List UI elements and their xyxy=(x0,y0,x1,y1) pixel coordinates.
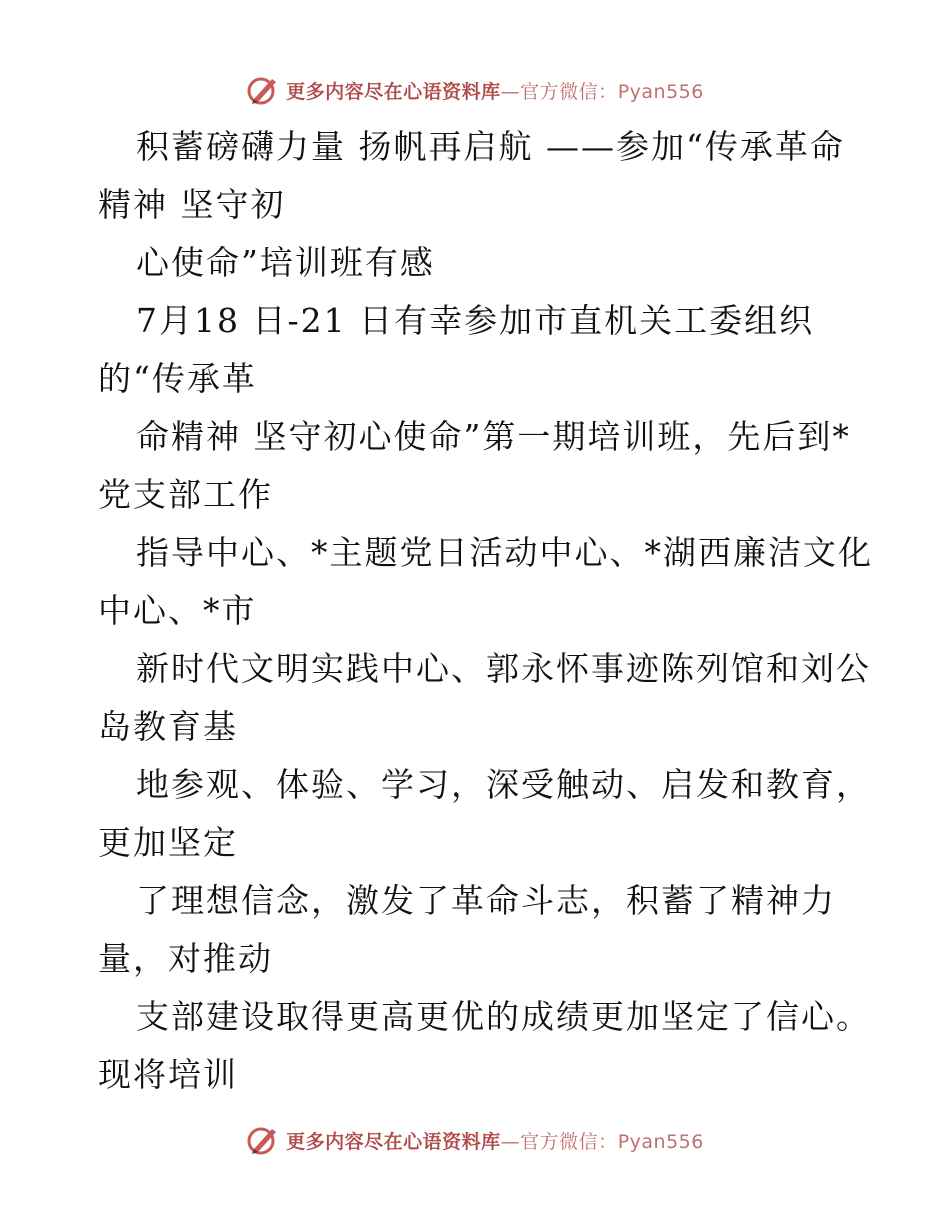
doc-line: 新时代文明实践中心、郭永怀事迹陈列馆和刘公 xyxy=(136,649,871,688)
watermark-wechat-label: 官方微信： xyxy=(520,80,618,103)
pen-circle-logo-icon xyxy=(246,73,280,107)
doc-line: 积蓄磅礴力量 扬帆再启航 ——参加“传承革命 xyxy=(136,127,845,166)
doc-line: 中心、*市 xyxy=(98,591,257,630)
doc-line: 精神 坚守初 xyxy=(98,185,286,224)
watermark-wechat-id: Pyan556 xyxy=(617,1130,704,1153)
doc-line: 岛教育基 xyxy=(98,707,238,746)
doc-line: 心使命”培训班有感 xyxy=(136,243,435,282)
doc-line: 党支部工作 xyxy=(98,475,273,514)
document-body xyxy=(98,118,873,1104)
watermark-dash: — xyxy=(500,80,521,103)
doc-line: 的“传承革 xyxy=(98,359,257,398)
watermark-dash: — xyxy=(500,1130,521,1153)
doc-line: 命精神 坚守初心使命”第一期培训班，先后到* xyxy=(136,417,851,456)
pen-circle-logo-icon xyxy=(246,1123,280,1157)
watermark-banner-bottom xyxy=(0,1120,950,1160)
doc-line: 地参观、体验、学习，深受触动、启发和教育， xyxy=(136,765,871,804)
doc-line: 7月18 日-21 日有幸参加市直机关工委组织 xyxy=(136,301,815,340)
doc-line: 支部建设取得更高更优的成绩更加坚定了信心。 xyxy=(136,997,871,1036)
doc-line: 现将培训 xyxy=(98,1055,238,1094)
watermark-banner-top xyxy=(0,70,950,110)
doc-line: 更加坚定 xyxy=(98,823,238,862)
doc-line: 指导中心、*主题党日活动中心、*湖西廉洁文化 xyxy=(136,533,873,572)
watermark-wechat-label: 官方微信： xyxy=(520,1130,618,1153)
doc-line: 了理想信念，激发了革命斗志，积蓄了精神力 xyxy=(136,881,836,920)
watermark-wechat-id: Pyan556 xyxy=(617,80,704,103)
doc-line: 量，对推动 xyxy=(98,939,273,978)
watermark-site-text: 更多内容尽在心语资料库 xyxy=(286,80,501,103)
watermark-site-text: 更多内容尽在心语资料库 xyxy=(286,1130,501,1153)
